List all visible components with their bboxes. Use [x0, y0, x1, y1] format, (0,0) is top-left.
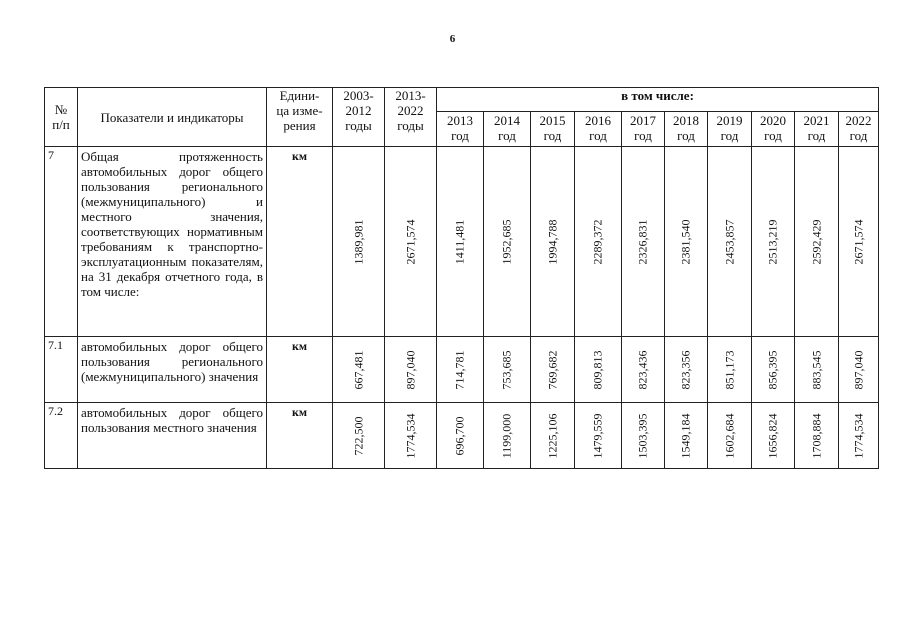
row-unit: км: [267, 337, 333, 403]
row-value: 714,781: [452, 350, 467, 389]
row-value-cell: [575, 147, 622, 337]
row-value: 1774,534: [851, 413, 865, 458]
row-value-cell: [333, 403, 385, 469]
row-value-cell: [333, 147, 385, 337]
row-value-cell: [385, 337, 437, 403]
row-value-cell: [437, 337, 484, 403]
row-unit: км: [267, 403, 333, 469]
header-unit: Едини- ца изме- рения: [267, 88, 333, 147]
header-period-2003-2012: 2003- 2012 годы: [333, 88, 385, 147]
row-value-cell: [531, 337, 575, 403]
indicators-table: [44, 87, 879, 469]
row-value-cell: [575, 403, 622, 469]
row-value: 1549,184: [678, 413, 693, 458]
row-value-cell: [752, 403, 795, 469]
header-including: в том числе:: [437, 88, 879, 112]
row-value: 1602,684: [722, 413, 736, 458]
row-value: 769,682: [545, 350, 559, 389]
row-value-cell: [484, 337, 531, 403]
header-year-0: 2013 год: [437, 112, 484, 147]
row-value: 1225,106: [545, 413, 559, 458]
row-value: 1389,981: [351, 219, 365, 264]
header-row-1: [45, 88, 879, 112]
row-value-cell: [385, 147, 437, 337]
row-value: 1479,559: [590, 413, 605, 458]
header-year-4: 2017 год: [622, 112, 665, 147]
row-value: 856,395: [765, 350, 780, 389]
row-value: 2453,857: [722, 219, 736, 264]
row-value-cell: [795, 337, 839, 403]
row-value: 722,500: [351, 416, 365, 455]
row-number: 7.1: [45, 337, 78, 403]
row-value: 2326,831: [635, 219, 650, 264]
row-value: 696,700: [452, 416, 467, 455]
row-value-cell: [708, 403, 752, 469]
row-value: 883,545: [809, 350, 823, 389]
row-value-cell: [839, 403, 879, 469]
row-value-cell: [795, 403, 839, 469]
row-value: 2289,372: [590, 219, 605, 264]
row-value: 2671,574: [851, 219, 865, 264]
row-value: 897,040: [851, 350, 865, 389]
row-value: 1411,481: [452, 219, 467, 264]
table-row: [45, 147, 879, 337]
row-value: 1994,788: [545, 219, 559, 264]
header-period-2013-2022: 2013- 2022 годы: [385, 88, 437, 147]
row-value-cell: [839, 337, 879, 403]
header-year-1: 2014 год: [484, 112, 531, 147]
row-value-cell: [437, 403, 484, 469]
header-year-2: 2015 год: [531, 112, 575, 147]
row-value: 2671,574: [403, 219, 417, 264]
row-value-cell: [752, 337, 795, 403]
row-value: 1952,685: [499, 219, 514, 264]
row-value: 851,173: [722, 350, 736, 389]
row-value-cell: [484, 403, 531, 469]
row-value: 897,040: [403, 350, 417, 389]
header-year-8: 2021 год: [795, 112, 839, 147]
row-value-cell: [622, 403, 665, 469]
row-value: 1656,824: [765, 413, 780, 458]
row-value: 2381,540: [678, 219, 693, 264]
table-row: [45, 403, 879, 469]
row-indicator-name: автомобильных дорог общего пользования местного значения: [78, 403, 267, 469]
header-year-6: 2019 год: [708, 112, 752, 147]
row-value-cell: [333, 337, 385, 403]
row-value-cell: [795, 147, 839, 337]
row-value: 1708,884: [809, 413, 823, 458]
row-unit: км: [267, 147, 333, 337]
row-value-cell: [622, 337, 665, 403]
row-value: 667,481: [351, 350, 365, 389]
row-number: 7.2: [45, 403, 78, 469]
row-value-cell: [622, 147, 665, 337]
row-value-cell: [665, 147, 708, 337]
header-indicators: Показатели и индикаторы: [78, 88, 267, 147]
row-value: 1503,395: [635, 413, 650, 458]
table-row: [45, 337, 879, 403]
header-year-5: 2018 год: [665, 112, 708, 147]
row-indicator-name: автомобильных дорог общего пользования регионального (межмуниципального) значения: [78, 337, 267, 403]
row-value-cell: [575, 337, 622, 403]
row-value: 1774,534: [403, 413, 417, 458]
header-year-3: 2016 год: [575, 112, 622, 147]
row-value: 823,356: [678, 350, 693, 389]
row-value-cell: [665, 403, 708, 469]
row-value-cell: [665, 337, 708, 403]
header-year-7: 2020 год: [752, 112, 795, 147]
row-value-cell: [708, 147, 752, 337]
header-year-9: 2022 год: [839, 112, 879, 147]
row-value: 2513,219: [765, 219, 780, 264]
row-value-cell: [752, 147, 795, 337]
row-value-cell: [531, 403, 575, 469]
row-indicator-name: Общая протяженность автомобильных дорог общего пользования регионального (межмуниципального) и местного значения, соответствующих нормативным требованиям к транспортно-эксплуатационным показателям, на 31 декабря отчетного года, в том числе:: [78, 147, 267, 337]
row-value-cell: [839, 147, 879, 337]
header-num: № п/п: [45, 88, 78, 147]
row-value: 753,685: [499, 350, 514, 389]
row-value: 1199,000: [499, 413, 514, 458]
row-number: 7: [45, 147, 78, 337]
row-value: 809,813: [590, 350, 605, 389]
row-value-cell: [385, 403, 437, 469]
row-value: 823,436: [635, 350, 650, 389]
row-value-cell: [484, 147, 531, 337]
row-value-cell: [437, 147, 484, 337]
row-value-cell: [531, 147, 575, 337]
row-value: 2592,429: [809, 219, 823, 264]
page-number: 6: [449, 33, 456, 45]
row-value-cell: [708, 337, 752, 403]
